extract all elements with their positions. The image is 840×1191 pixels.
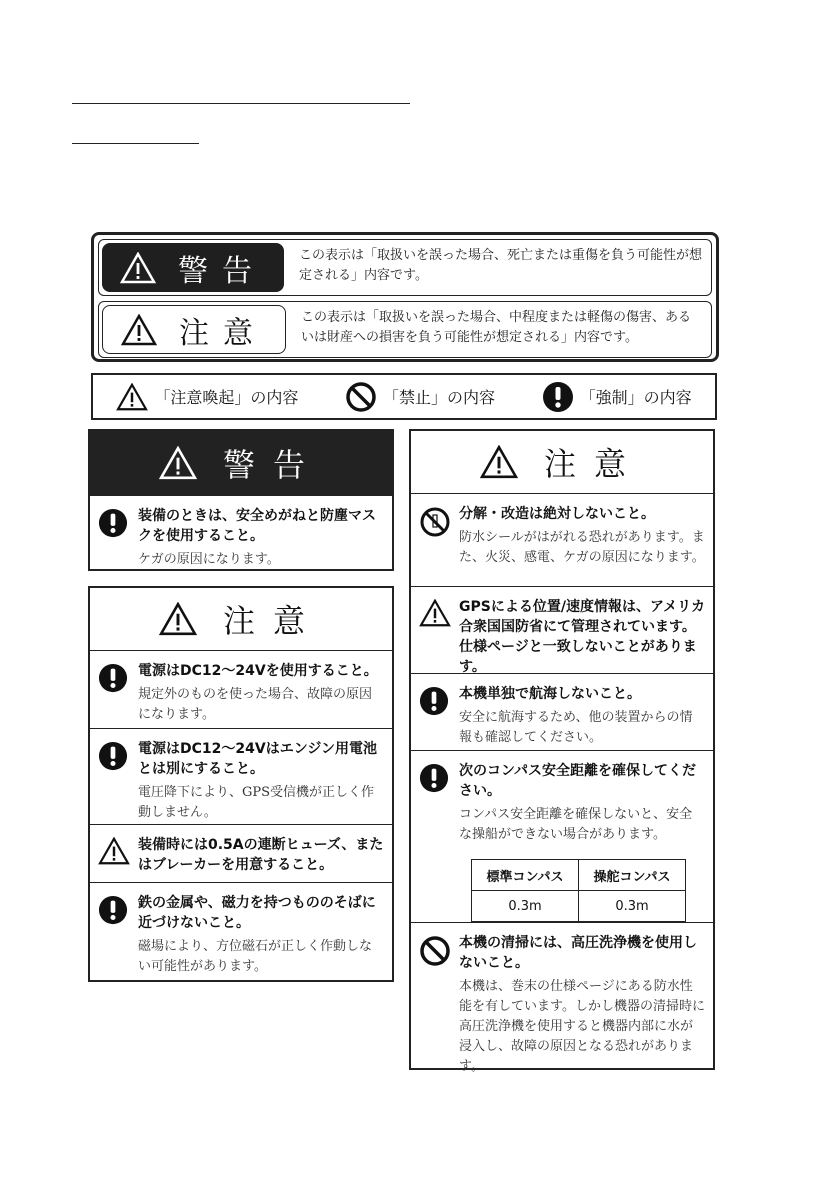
table-cell-standard-compass: 0.3m	[472, 891, 579, 922]
caution-panel-left	[88, 586, 394, 982]
caution-triangle-icon	[159, 602, 197, 636]
caution-right-item-1	[411, 494, 713, 587]
table-header-steering-compass: 操舵コンパス	[579, 860, 686, 891]
header-rule-short	[72, 143, 199, 144]
item-title: GPSによる位置/速度情報は、アメリカ合衆国国防省にて管理されています。仕様ページと一致しないことがあります。	[459, 599, 705, 675]
caution-left-item-3	[90, 825, 392, 883]
item-desc: 本機は、巻末の仕様ページにある防水性能を有しています。しかし機器の清掃時に高圧洗浄機を使用すると機器内部に水が浸入し、故障の原因となる恐れがあります。	[459, 979, 705, 1074]
warning-panel-heading	[90, 431, 392, 496]
item-desc: 規定外のものを使った場合、故障の原因になります。	[138, 687, 373, 722]
caution-legend-text: この表示は「取扱いを誤った場合、中程度または軽傷の傷害、あるいは財産への損害を負う可能性が想定される」内容です。	[301, 310, 692, 345]
item-title: 鉄の金属や、磁力を持つもののそばに近づけないこと。	[138, 895, 376, 931]
item-title: 電源はDC12～24Vを使用すること。	[138, 663, 378, 679]
warning-triangle-icon	[120, 252, 156, 284]
mandatory-icon	[98, 895, 128, 925]
item-title: 装備時には0.5Aの連断ヒューズ、またはブレーカーを用意すること。	[138, 837, 384, 873]
no-disassembly-icon	[419, 506, 451, 538]
warning-badge-label: 警告	[178, 253, 266, 289]
caution-right-item-3	[411, 674, 713, 751]
caution-panel-right	[409, 429, 715, 1074]
item-desc: 磁場により、方位磁石が正しく作動しない可能性があります。	[138, 939, 373, 974]
item-title: 本機単独で航海しないこと。	[459, 686, 641, 702]
key-mandatory-label: 「強制」の内容	[579, 388, 692, 407]
table-header-standard-compass: 標準コンパス	[472, 860, 579, 891]
item-desc: 防水シールがはがれる恐れがあります。また、火災、感電、ケガの原因になります。	[459, 530, 705, 565]
legend-caution-row	[98, 301, 712, 358]
caution-triangle-icon	[480, 445, 518, 479]
caution-left-item-4	[90, 883, 392, 981]
caution-left-heading	[90, 588, 392, 651]
mandatory-icon	[98, 508, 128, 538]
warning-badge	[102, 243, 284, 292]
mandatory-icon	[419, 686, 449, 716]
key-attention	[116, 383, 298, 411]
item-desc: コンパス安全距離を確保しないと、安全な操船ができない場合があります。	[459, 807, 693, 842]
prohibition-icon	[419, 935, 451, 967]
item-desc: 安全に航海するため、他の装置からの情報も確認してください。	[459, 710, 693, 745]
caution-badge	[102, 305, 286, 354]
caution-left-item-2	[90, 729, 392, 825]
caution-triangle-icon	[121, 314, 157, 346]
item-title: 電源はDC12～24Vはエンジン用電池とは別にすること。	[138, 741, 377, 777]
warning-legend-text: この表示は「取扱いを誤った場合、死亡または重傷を負う可能性が想定される」内容です。	[299, 248, 703, 283]
item-desc: 電圧降下により、GPS受信機が正しく作動しません。	[138, 785, 375, 820]
warning-triangle-icon	[159, 446, 197, 480]
key-mandatory	[542, 381, 692, 413]
key-prohibition	[345, 381, 495, 413]
prohibition-icon	[345, 381, 377, 413]
attention-icon	[419, 599, 451, 627]
attention-icon	[98, 837, 130, 865]
warning-panel	[88, 429, 394, 571]
caution-right-item-2	[411, 587, 713, 674]
caution-badge-label: 注意	[179, 315, 267, 351]
caution-left-item-1	[90, 651, 392, 729]
key-prohibition-label: 「禁止」の内容	[382, 388, 495, 407]
caution-left-title: 注意	[222, 602, 323, 640]
caution-right-item-5	[411, 923, 713, 1074]
compass-distance-table	[471, 859, 686, 922]
key-attention-label: 「注意喚起」の内容	[154, 388, 299, 407]
item-title: 次のコンパス安全距離を確保してください。	[459, 763, 697, 799]
caution-right-item-4	[411, 751, 713, 923]
legend-warning-row	[98, 239, 712, 296]
mandatory-icon	[542, 381, 574, 413]
signal-word-legend	[91, 232, 719, 362]
warning-item-desc: ケガの原因になります。	[138, 552, 280, 567]
warning-panel-title: 警告	[222, 446, 323, 484]
mandatory-icon	[419, 763, 449, 793]
mandatory-icon	[98, 741, 128, 771]
symbol-key-bar	[91, 373, 717, 420]
caution-right-title: 注意	[543, 445, 644, 483]
item-title: 本機の清掃には、高圧洗浄機を使用しないこと。	[459, 935, 697, 971]
caution-right-heading	[411, 431, 713, 494]
header-rule-long	[72, 103, 410, 104]
mandatory-icon	[98, 663, 128, 693]
table-cell-steering-compass: 0.3m	[579, 891, 686, 922]
warning-item	[90, 496, 392, 578]
warning-item-title: 装備のときは、安全めがねと防塵マスクを使用すること。	[138, 508, 376, 544]
attention-icon	[116, 383, 148, 411]
item-title: 分解・改造は絶対しないこと。	[459, 506, 655, 522]
